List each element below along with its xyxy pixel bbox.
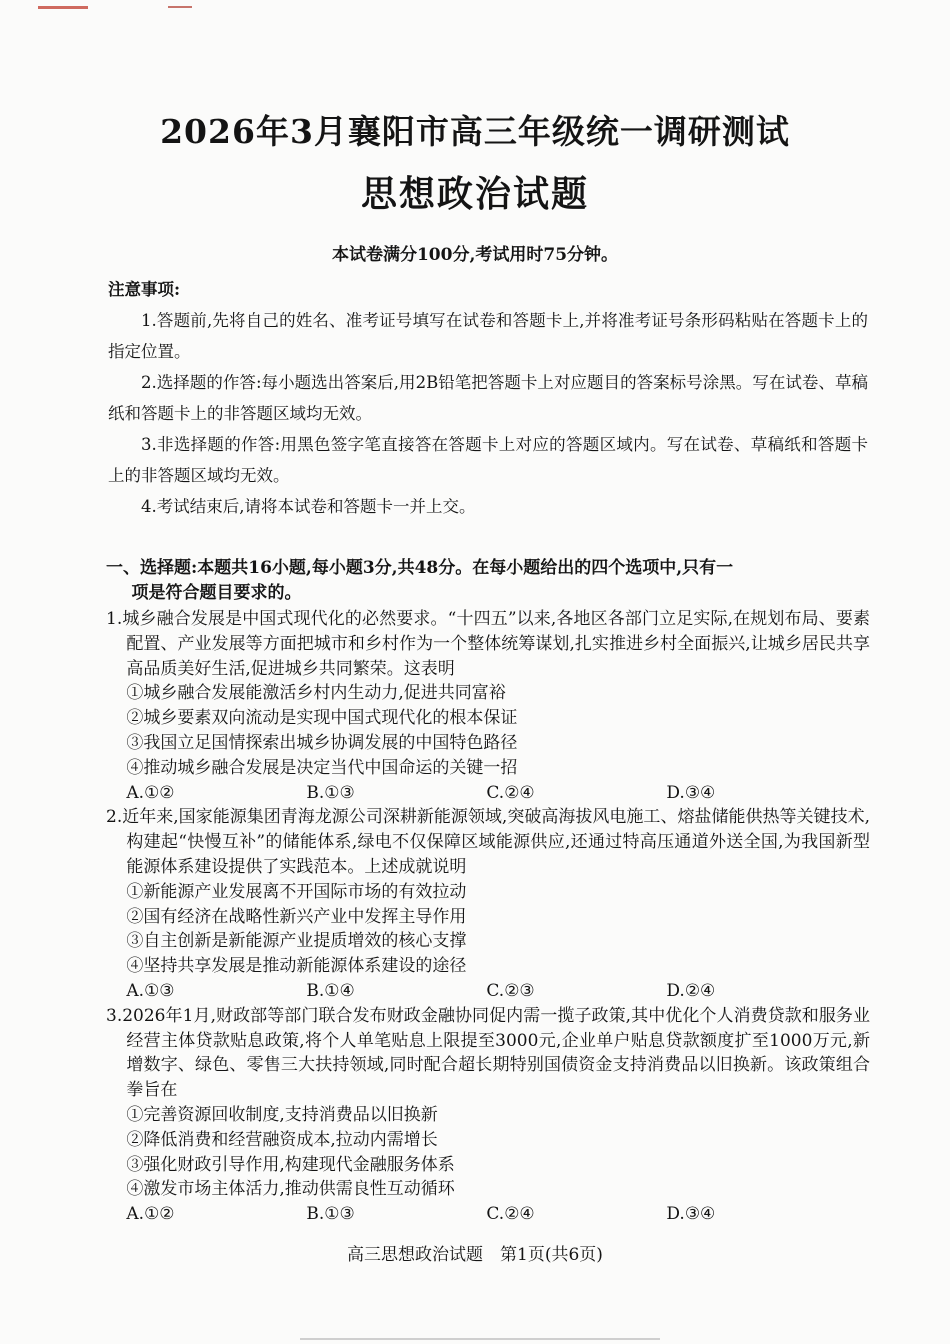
choice-a: A.①②: [126, 782, 175, 803]
scan-mark-bottom: [300, 1338, 660, 1340]
choice-b: B.①③: [306, 1204, 355, 1225]
exam-info: 本试卷满分100分,考试用时75分钟。: [331, 245, 619, 265]
question-statement: ①新能源产业发展离不开国际市场的有效拉动: [126, 881, 467, 902]
page-footer: 高三思想政治试题 第1页(共6页): [347, 1245, 603, 1265]
choice-b: B.①③: [306, 782, 355, 803]
question-statement: ①完善资源回收制度,支持消费品以旧换新: [126, 1104, 438, 1125]
question-1: [106, 607, 870, 805]
exam-title: 2026年3月襄阳市高三年级统一调研测试: [160, 112, 790, 151]
note-item: 3.非选择题的作答:用黑色签字笔直接答在答题卡上对应的答题区域内。写在试卷、草稿纸和答题卡上的非答题区域均无效。: [108, 435, 868, 485]
question-statement: ①城乡融合发展能激活乡村内生动力,促进共同富裕: [126, 683, 506, 704]
answer-choices: [106, 979, 870, 1004]
question-stem: 3.2026年1月,财政部等部门联合发布财政金融协同促内需一揽子政策,其中优化个人消费贷款和服务业经营主体贷款贴息政策,将个人单笔贴息上限提至3000元,企业单户贴息贷款额度扩至1000万元,新增数字、绿色、零售三大扶持领域,同时配合超长期特别国债资金支持消费品以旧换新。该政策组合拳旨在: [106, 1005, 870, 1101]
question-stem: 1.城乡融合发展是中国式现代化的必然要求。“十四五”以来,各地区各部门立足实际,在规划布局、要素配置、产业发展等方面把城市和乡村作为一个整体统筹谋划,扎实推进乡村全面振兴,让城乡居民共享高品质美好生活,促进城乡共同繁荣。这表明: [106, 609, 870, 679]
question-list: [106, 607, 870, 1227]
choice-a: A.①②: [126, 1204, 175, 1225]
choice-a: A.①③: [126, 980, 175, 1001]
scan-mark-top-center: [168, 6, 192, 8]
notes-block: [108, 274, 868, 522]
choice-c: C.②③: [486, 980, 535, 1001]
choice-c: C.②④: [486, 782, 535, 803]
question-statement: ③我国立足国情探索出城乡协调发展的中国特色路径: [126, 732, 518, 753]
question-statement: ③自主创新是新能源产业提质增效的核心支撑: [126, 931, 467, 952]
scan-mark-top-left: [38, 6, 88, 9]
question-statement: ④推动城乡融合发展是决定当代中国命运的关键一招: [126, 757, 518, 778]
section-heading: [106, 556, 870, 606]
section-heading-line: 项是符合题目要求的。: [131, 583, 302, 603]
answer-choices: [106, 1202, 870, 1227]
note-item: 1.答题前,先将自己的姓名、准考证号填写在试卷和答题卡上,并将准考证号条形码粘贴在答题卡上的指定位置。: [108, 311, 868, 361]
question-stem: 2.近年来,国家能源集团青海龙源公司深耕新能源领域,突破高海拔风电施工、熔盐储能供热等关键技术,构建起“快慢互补”的储能体系,绿电不仅保障区域能源供应,还通过特高压通道外送全国,为我国新型能源体系建设提供了实践范本。上述成就说明: [106, 807, 870, 877]
question-statement: ④激发市场主体活力,推动供需良性互动循环: [126, 1179, 455, 1200]
question-statement: ②国有经济在战略性新兴产业中发挥主导作用: [126, 906, 467, 927]
choice-d: D.③④: [666, 782, 716, 803]
question-statement: ④坚持共享发展是推动新能源体系建设的途径: [126, 956, 467, 977]
notes-heading: 注意事项:: [108, 280, 181, 299]
subject-title: 思想政治试题: [360, 173, 589, 215]
question-2: [106, 805, 870, 1003]
choice-c: C.②④: [486, 1204, 535, 1225]
question-statement: ③强化财政引导作用,构建现代金融服务体系: [126, 1154, 455, 1175]
choice-d: D.③④: [666, 1204, 716, 1225]
note-item: 4.考试结束后,请将本试卷和答题卡一并上交。: [141, 497, 476, 516]
choice-d: D.②④: [666, 980, 716, 1001]
section-heading-line: 一、选择题:本题共16小题,每小题3分,共48分。在每小题给出的四个选项中,只有一: [106, 558, 734, 578]
choice-b: B.①④: [306, 980, 355, 1001]
note-item: 2.选择题的作答:每小题选出答案后,用2B铅笔把答题卡上对应题目的答案标号涂黑。写在试卷、草稿纸和答题卡上的非答题区域均无效。: [108, 373, 868, 423]
question-statement: ②降低消费和经营融资成本,拉动内需增长: [126, 1129, 438, 1150]
question-3: [106, 1004, 870, 1227]
answer-choices: [106, 781, 870, 806]
question-statement: ②城乡要素双向流动是实现中国式现代化的根本保证: [126, 708, 518, 729]
